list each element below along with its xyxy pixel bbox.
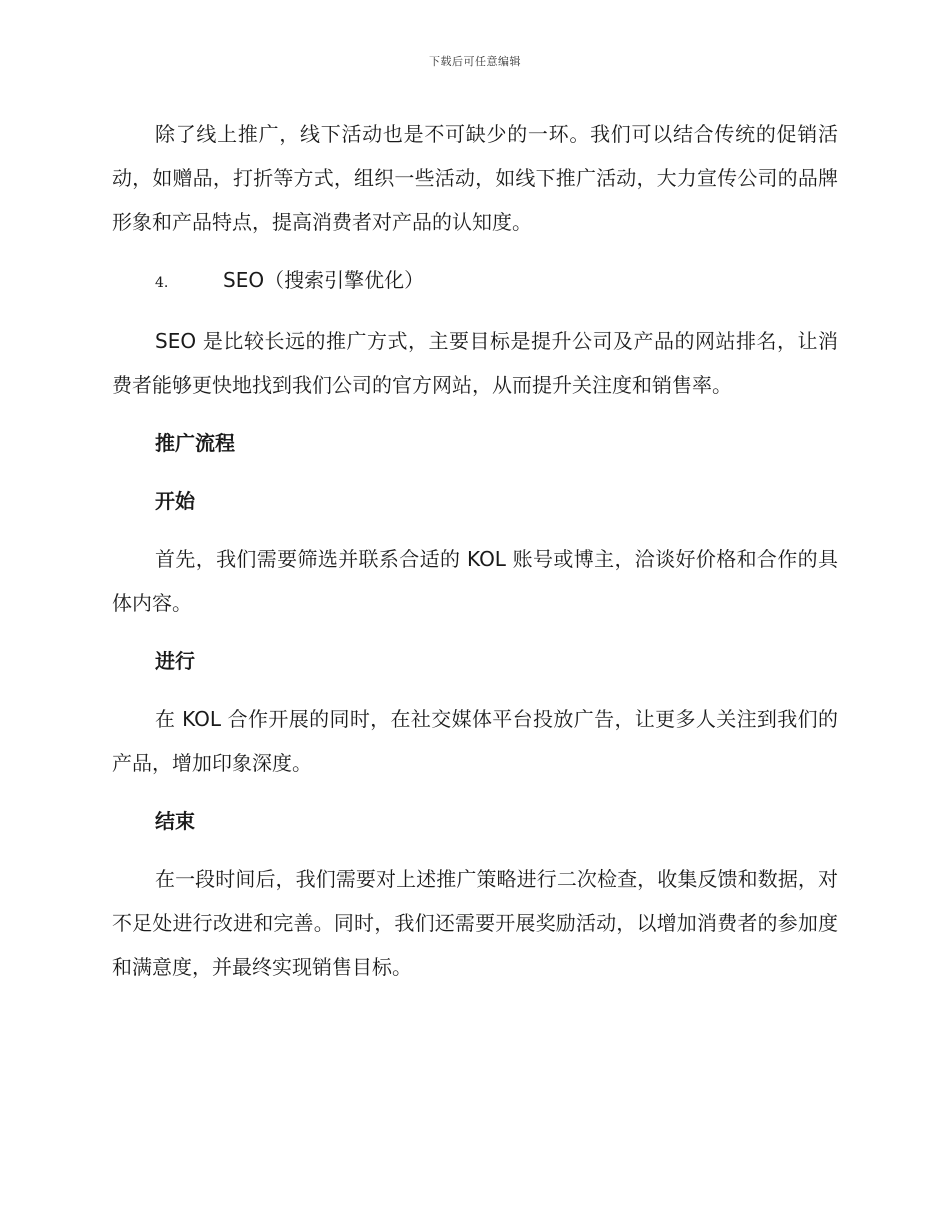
- list-item-seo: [112, 258, 838, 305]
- heading-promotion-flow: 推广流程: [155, 431, 235, 455]
- paragraph-end: 在一段时间后，我们需要对上述推广策略进行二次检查，收集反馈和数据，对不足处进行改进和完善。同时，我们还需要开展奖励活动，以增加消费者的参加度和满意度，并最终实现销售目标。: [112, 867, 838, 979]
- heading-progress: 进行: [155, 649, 195, 673]
- list-item-title: SEO（搜索引擎优化）: [223, 268, 425, 292]
- paragraph-offline-promotion: 除了线上推广，线下活动也是不可缺少的一环。我们可以结合传统的促销活动，如赠品，打折等方式，组织一些活动，如线下推广活动，大力宣传公司的品牌形象和产品特点，提高消费者对产品的认知度。: [112, 122, 838, 234]
- heading-start: 开始: [155, 489, 195, 513]
- page-header: 下载后可任意编辑: [429, 55, 521, 68]
- heading-end: 结束: [155, 809, 195, 833]
- paragraph-progress: 在 KOL 合作开展的同时，在社交媒体平台投放广告，让更多人关注到我们的产品，增加印象深度。: [112, 707, 838, 775]
- document-body: [112, 112, 838, 989]
- paragraph-start: 首先，我们需要筛选并联系合适的 KOL 账号或博主，洽谈好价格和合作的具体内容。: [112, 547, 838, 615]
- paragraph-seo: SEO 是比较长远的推广方式，主要目标是提升公司及产品的网站排名，让消费者能够更快地找到我们公司的官方网站，从而提升关注度和销售率。: [112, 329, 838, 397]
- list-number: 4.: [155, 275, 169, 291]
